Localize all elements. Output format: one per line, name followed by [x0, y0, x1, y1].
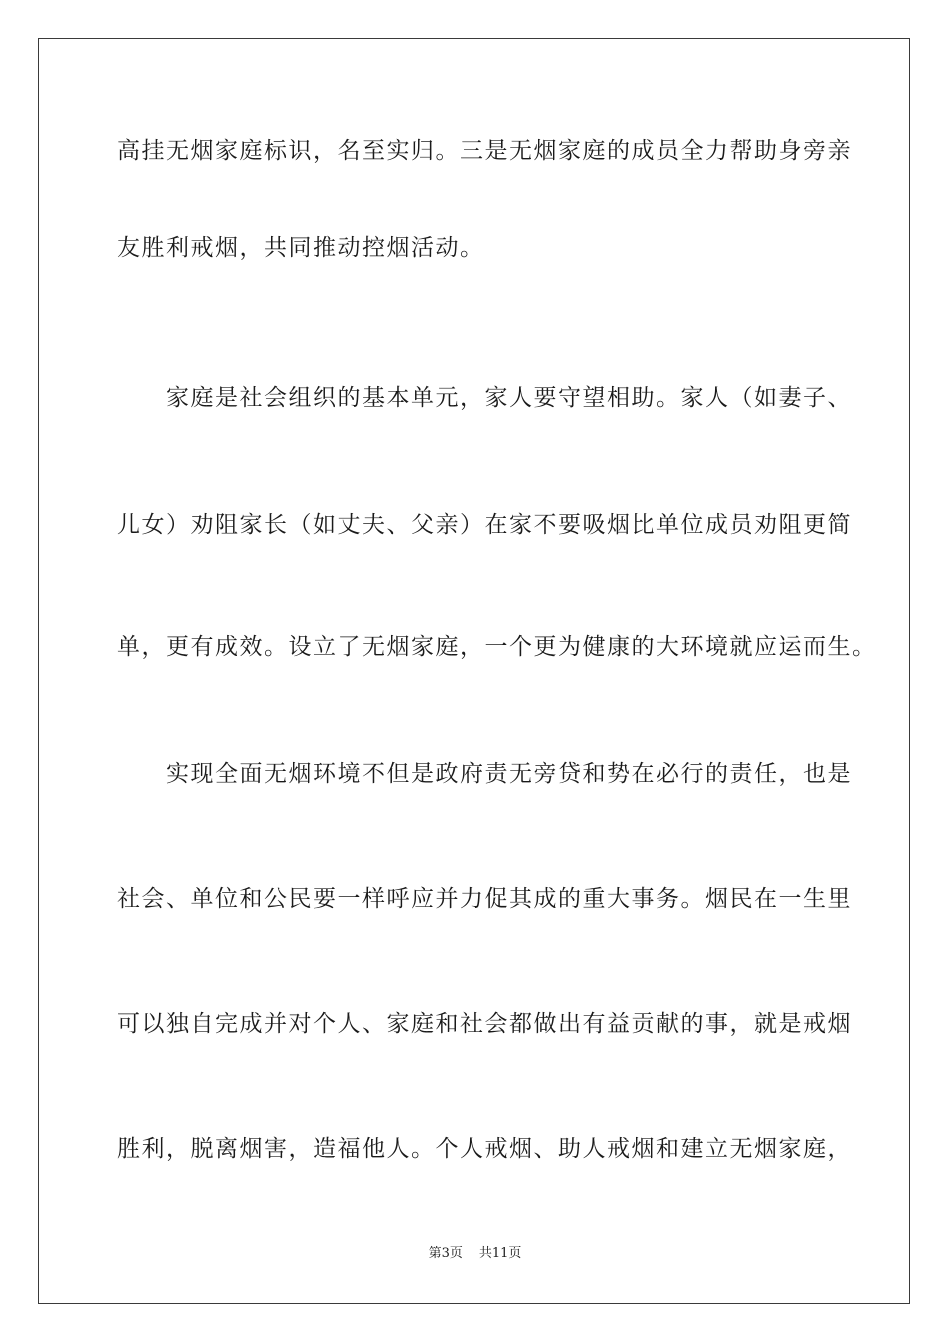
text-line: 胜利，脱离烟害，造福他人。个人戒烟、助人戒烟和建立无烟家庭， [117, 1136, 852, 1162]
text-line: 单，更有成效。设立了无烟家庭，一个更为健康的大环境就应运而生。 [117, 634, 877, 660]
text-line: 实现全面无烟环境不但是政府责无旁贷和势在必行的责任，也是 [117, 761, 852, 787]
text-line: 儿女）劝阻家长（如丈夫、父亲）在家不要吸烟比单位成员劝阻更简 [117, 512, 852, 538]
page-number: 第3页 [428, 1246, 463, 1261]
page-border [38, 38, 910, 1304]
total-pages: 共11页 [478, 1246, 522, 1261]
text-line: 社会、单位和公民要一样呼应并力促其成的重大事务。烟民在一生里 [117, 886, 852, 912]
text-line: 可以独自完成并对个人、家庭和社会都做出有益贡献的事，就是戒烟 [117, 1011, 852, 1037]
text-line: 家庭是社会组织的基本单元，家人要守望相助。家人（如妻子、 [117, 385, 852, 411]
text-line: 友胜利戒烟，共同推动控烟活动。 [117, 235, 485, 261]
page-footer [0, 1245, 950, 1263]
text-line: 高挂无烟家庭标识，名至实归。三是无烟家庭的成员全力帮助身旁亲 [117, 138, 852, 164]
